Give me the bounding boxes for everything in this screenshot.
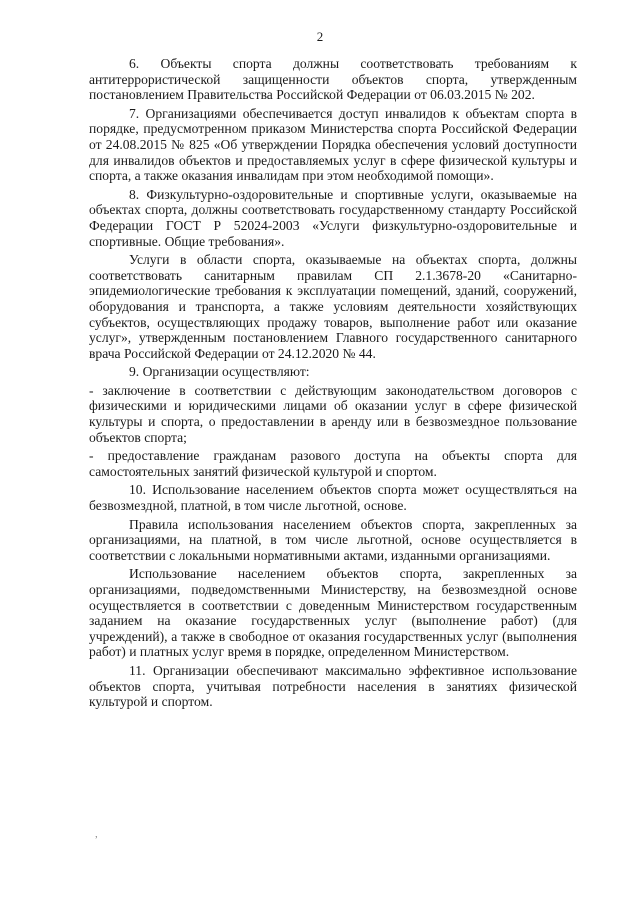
paragraph-item-6: 6. Объекты спорта должны соответствовать требованиям к антитеррористической защищенности объектов спорта, утвержденным постановлением Правительства Российской Федерации от 06.03.2015 № 202. xyxy=(89,56,577,103)
list-item-single-access: - предоставление гражданам разового доступа на объекты спорта для самостоятельных занятий физической культурой и спортом. xyxy=(89,448,577,479)
paragraph-item-8: 8. Физкультурно-оздоровительные и спортивные услуги, оказываемые на объектах спорта, должны соответствовать государственному стандарту Российской Федерации ГОСТ Р 52024-2003 «Услуги физкультурно-оздоровительные и спортивные. Общие требования». xyxy=(89,186,577,249)
paragraph-sanitary-rules: Услуги в области спорта, оказываемые на объектах спорта, должны соответствовать санитарным правилам СП 2.1.3678-20 «Санитарно-эпидемиологические требования к эксплуатации помещений, зданий, сооружений, оборудования и транспорта, а также условиям деятельности хозяйствующих субъектов, осуществляющих продажу товаров, выполнение работ или оказание услуг», утвержденным постановлением Главного государственного санитарного врача Российской Федерации от 24.12.2020 № 44. xyxy=(89,252,577,361)
page-number: 2 xyxy=(316,29,324,44)
paragraph-paid-use-rules: Правила использования населением объектов спорта, закрепленных за организациями, на платной, в том числе льготной, основе осуществляется в соответствии с локальными нормативными актами, изданными организациями. xyxy=(89,516,577,563)
list-item-contracts: - заключение в соответствии с действующим законодательством договоров с физическими и юридическими лицами об оказании услуг в сфере физической культуры и спорта, о предоставлении в аренду или в безвозмездное пользование объектов спорта; xyxy=(89,382,577,445)
document-body xyxy=(89,56,577,713)
paragraph-free-use-rules: Использование населением объектов спорта, закрепленных за организациями, подведомственными Министерству, на безвозмездной основе осуществляется в соответствии с доведенным Министерством государственным заданием на оказание государственных услуг (выполнение работ) (для учреждений), а также в свободное от оказания государственных услуг (выполнения работ) и платных услуг время в порядке, определенном Министерством. xyxy=(89,566,577,660)
paragraph-item-7: 7. Организациями обеспечивается доступ инвалидов к объектам спорта в порядке, предусмотренном приказом Министерства спорта Российской Федерации от 24.08.2015 № 825 «Об утверждении Порядка обеспечения условий доступности для инвалидов объектов и предоставляемых услуг в сфере физической культуры и спорта, а также оказания инвалидам при этом необходимой помощи». xyxy=(89,105,577,184)
paragraph-item-11: 11. Организации обеспечивают максимально эффективное использование объектов спорта, учитывая потребности населения в занятиях физической культурой и спортом. xyxy=(89,662,577,710)
paragraph-item-9: 9. Организации осуществляют: xyxy=(129,364,310,380)
paragraph-item-10: 10. Использование населением объектов спорта может осуществляться на безвозмездной, платной, в том числе льготной, основе. xyxy=(89,482,577,514)
scan-speck: , xyxy=(95,828,98,840)
